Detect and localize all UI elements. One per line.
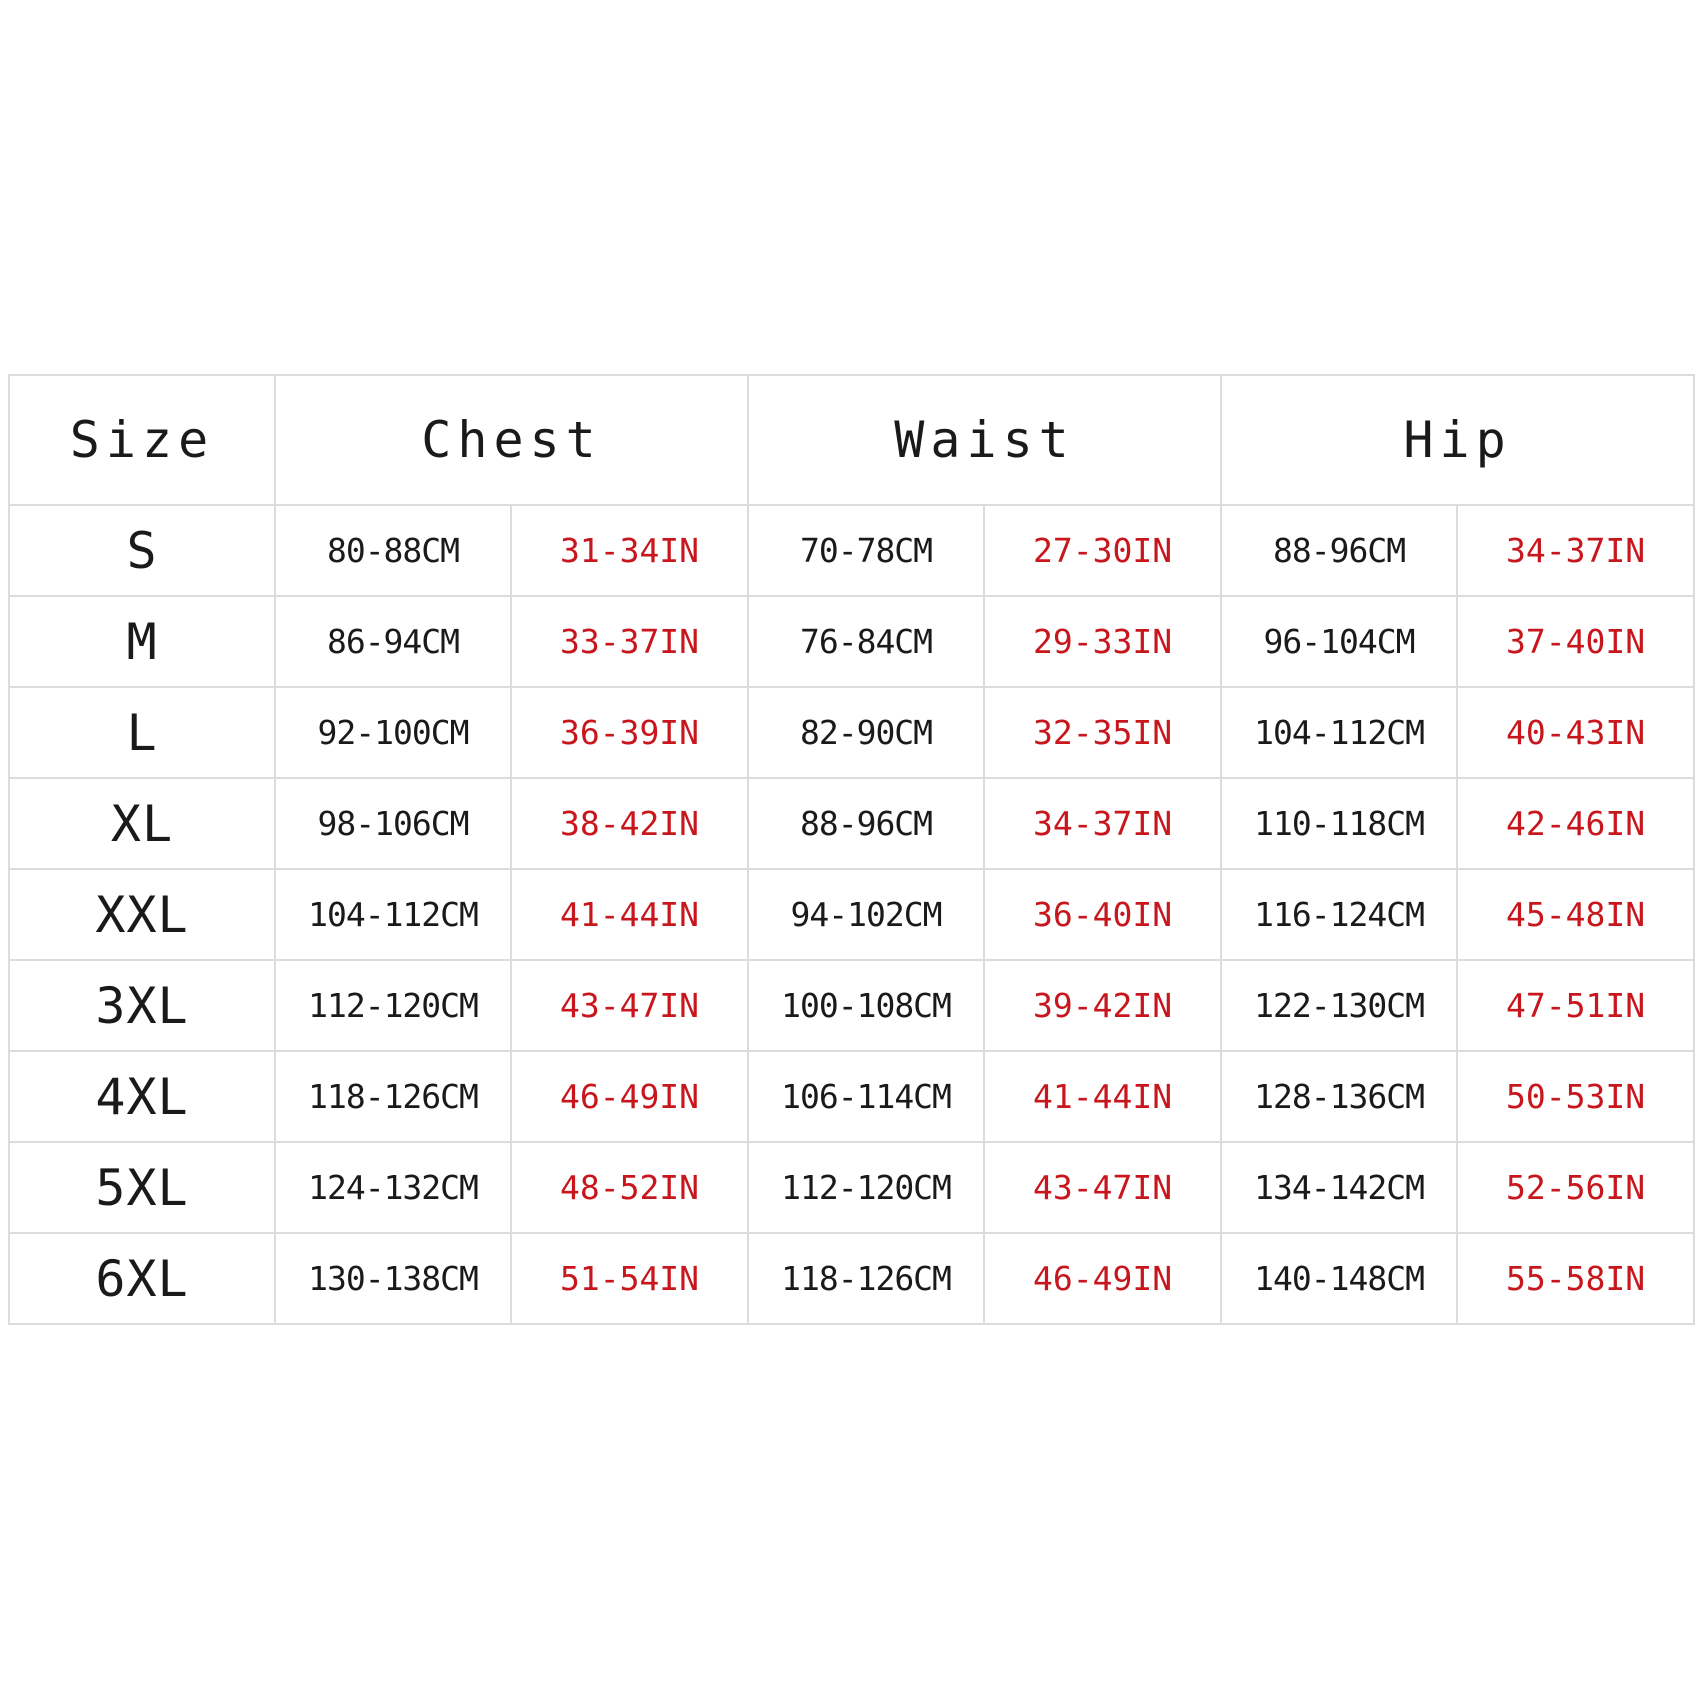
table-row bbox=[9, 505, 1694, 596]
hip-in-cell: 37-40IN bbox=[1457, 596, 1694, 687]
size-label: XL bbox=[9, 778, 275, 869]
table-row bbox=[9, 596, 1694, 687]
waist-in-cell: 46-49IN bbox=[984, 1233, 1221, 1324]
size-chart-table bbox=[8, 374, 1695, 1325]
chest-cm-cell: 86-94CM bbox=[275, 596, 511, 687]
chest-in-cell: 41-44IN bbox=[511, 869, 748, 960]
table-row bbox=[9, 960, 1694, 1051]
waist-in-cell: 39-42IN bbox=[984, 960, 1221, 1051]
waist-cm-cell: 76-84CM bbox=[748, 596, 984, 687]
header-size: Size bbox=[9, 375, 275, 505]
table-row bbox=[9, 1051, 1694, 1142]
hip-cm-cell: 122-130CM bbox=[1221, 960, 1457, 1051]
chest-cm-cell: 104-112CM bbox=[275, 869, 511, 960]
chest-in-cell: 33-37IN bbox=[511, 596, 748, 687]
waist-in-cell: 43-47IN bbox=[984, 1142, 1221, 1233]
size-label: S bbox=[9, 505, 275, 596]
waist-in-cell: 29-33IN bbox=[984, 596, 1221, 687]
size-label: 6XL bbox=[9, 1233, 275, 1324]
table-row bbox=[9, 1233, 1694, 1324]
hip-cm-cell: 116-124CM bbox=[1221, 869, 1457, 960]
chest-in-cell: 46-49IN bbox=[511, 1051, 748, 1142]
chest-cm-cell: 80-88CM bbox=[275, 505, 511, 596]
size-label: 5XL bbox=[9, 1142, 275, 1233]
hip-in-cell: 47-51IN bbox=[1457, 960, 1694, 1051]
waist-in-cell: 27-30IN bbox=[984, 505, 1221, 596]
waist-cm-cell: 82-90CM bbox=[748, 687, 984, 778]
chest-cm-cell: 112-120CM bbox=[275, 960, 511, 1051]
waist-in-cell: 41-44IN bbox=[984, 1051, 1221, 1142]
table-row bbox=[9, 869, 1694, 960]
hip-cm-cell: 110-118CM bbox=[1221, 778, 1457, 869]
table-row bbox=[9, 1142, 1694, 1233]
hip-in-cell: 40-43IN bbox=[1457, 687, 1694, 778]
size-label: 3XL bbox=[9, 960, 275, 1051]
size-label: 4XL bbox=[9, 1051, 275, 1142]
size-label: XXL bbox=[9, 869, 275, 960]
hip-cm-cell: 104-112CM bbox=[1221, 687, 1457, 778]
hip-cm-cell: 134-142CM bbox=[1221, 1142, 1457, 1233]
waist-cm-cell: 106-114CM bbox=[748, 1051, 984, 1142]
waist-cm-cell: 118-126CM bbox=[748, 1233, 984, 1324]
waist-cm-cell: 94-102CM bbox=[748, 869, 984, 960]
hip-in-cell: 42-46IN bbox=[1457, 778, 1694, 869]
waist-cm-cell: 70-78CM bbox=[748, 505, 984, 596]
waist-in-cell: 32-35IN bbox=[984, 687, 1221, 778]
hip-cm-cell: 96-104CM bbox=[1221, 596, 1457, 687]
table-row bbox=[9, 687, 1694, 778]
hip-in-cell: 50-53IN bbox=[1457, 1051, 1694, 1142]
chest-in-cell: 48-52IN bbox=[511, 1142, 748, 1233]
waist-in-cell: 34-37IN bbox=[984, 778, 1221, 869]
hip-cm-cell: 88-96CM bbox=[1221, 505, 1457, 596]
chest-in-cell: 31-34IN bbox=[511, 505, 748, 596]
chest-cm-cell: 98-106CM bbox=[275, 778, 511, 869]
waist-cm-cell: 88-96CM bbox=[748, 778, 984, 869]
size-label: L bbox=[9, 687, 275, 778]
size-table-body bbox=[9, 505, 1694, 1324]
chest-cm-cell: 130-138CM bbox=[275, 1233, 511, 1324]
hip-in-cell: 52-56IN bbox=[1457, 1142, 1694, 1233]
chest-cm-cell: 124-132CM bbox=[275, 1142, 511, 1233]
waist-cm-cell: 100-108CM bbox=[748, 960, 984, 1051]
chest-in-cell: 43-47IN bbox=[511, 960, 748, 1051]
chest-in-cell: 38-42IN bbox=[511, 778, 748, 869]
waist-in-cell: 36-40IN bbox=[984, 869, 1221, 960]
size-label: M bbox=[9, 596, 275, 687]
hip-cm-cell: 140-148CM bbox=[1221, 1233, 1457, 1324]
header-hip: Hip bbox=[1221, 375, 1694, 505]
header-row bbox=[9, 375, 1694, 505]
hip-in-cell: 45-48IN bbox=[1457, 869, 1694, 960]
chest-cm-cell: 118-126CM bbox=[275, 1051, 511, 1142]
hip-in-cell: 55-58IN bbox=[1457, 1233, 1694, 1324]
hip-cm-cell: 128-136CM bbox=[1221, 1051, 1457, 1142]
chest-in-cell: 36-39IN bbox=[511, 687, 748, 778]
waist-cm-cell: 112-120CM bbox=[748, 1142, 984, 1233]
hip-in-cell: 34-37IN bbox=[1457, 505, 1694, 596]
table-row bbox=[9, 778, 1694, 869]
header-waist: Waist bbox=[748, 375, 1221, 505]
chest-in-cell: 51-54IN bbox=[511, 1233, 748, 1324]
header-chest: Chest bbox=[275, 375, 748, 505]
chest-cm-cell: 92-100CM bbox=[275, 687, 511, 778]
